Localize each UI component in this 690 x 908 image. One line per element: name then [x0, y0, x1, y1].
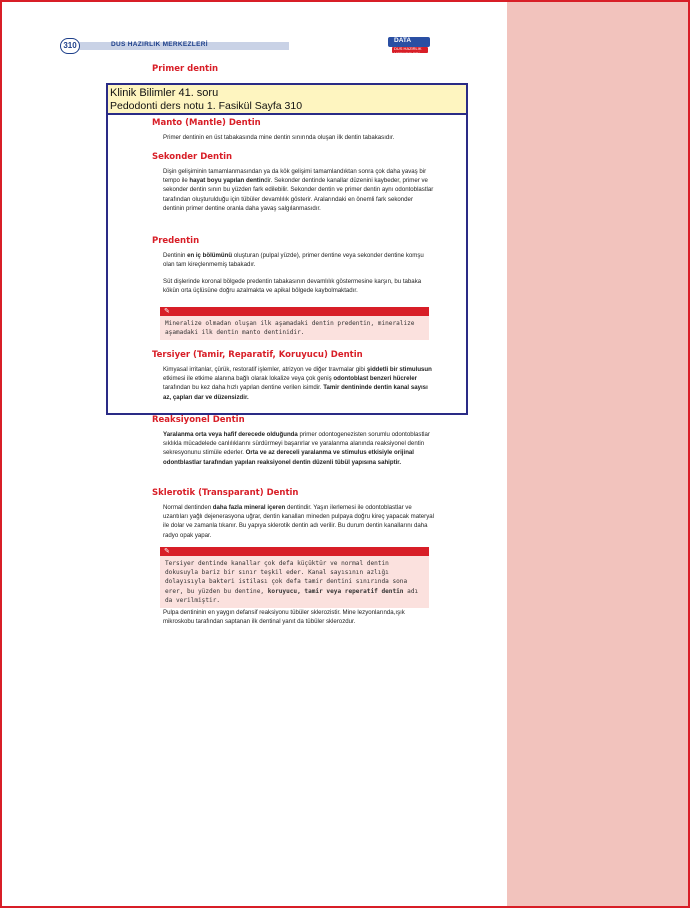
publisher-logo: [388, 37, 430, 55]
predentin-text: Dentinin en iç bölümünü oluşturan (pulpal yüzde), primer dentine veya sekonder dentine komşu olan tam kireçlenmemiş tabakadır.: [163, 252, 424, 269]
pencil-icon: ✎: [164, 548, 170, 555]
header-bar: [77, 42, 289, 50]
heading-sklerotik: Sklerotik (Transparant) Dentin: [152, 488, 299, 498]
sklerotik-text-2: Pulpa dentininin en yaygın defansif reaksiyonu tübüler sklerozistir. Mine lezyonlarında,ışık mikroskobu tarafından saptanan ilk dentinal yanıt da tübüler sklerozdur.: [163, 609, 405, 626]
sklerotik-text: Normal dentinden daha fazla mineral içeren dentindir. Yaşın ilerlemesi ile odontoblastlar ve uzantıları yağlı dejenerasyona uğrar, dentin kanalları mineden pulpaya doğru kireç yapacak materyal ile dolar ve zamanla tıkanır. Bu yapıya sklerotik dentin adı verilir. Bu durum dentin kanallarını daha radyo opak yapar.: [163, 504, 434, 539]
callout-sklerotik-text: Tersiyer dentinde kanallar çok defa küçüktür ve normal dentin dokusuyla bariz bir sınır teşkil eder. Kanal sayısının azlığı dolayısıyla bakteri istilası çok defa tamir dentini sınırında sona erer, bu yüzden bu dentine, koruyucu, tamir veya reperatif dentin adı da verilmiştir.: [160, 556, 429, 608]
callout-sklerotik: [160, 547, 429, 608]
pencil-icon: ✎: [164, 308, 170, 315]
logo-text: DATA: [394, 37, 412, 44]
header-title: DUS HAZIRLIK MERKEZLERİ: [111, 41, 208, 48]
note-line-2: Pedodonti ders notu 1. Fasikül Sayfa 310: [110, 100, 303, 112]
side-panel: [507, 2, 688, 906]
heading-predentin: Predentin: [152, 236, 200, 246]
heading-tersiyer: Tersiyer (Tamir, Reparatif, Koruyucu) Dentin: [152, 350, 363, 360]
callout-predentin: [160, 307, 429, 340]
heading-primer: Primer dentin: [152, 64, 219, 74]
predentin-text-2: Süt dişlerinde koronal bölgede predentin tabakasının devamlılık göstermesine karşın, bu tabaka kökün orta üçlüsüne doğru azalmakta ve apikal bölgede kaybolmaktadır.: [163, 278, 422, 295]
tersiyer-text: Kimyasal irritanlar, çürük, restoratif işlemler, atrizyon ve diğer travmalar gibi şiddetli bir stimulusun etkimesi ile etkime alanına bağlı olarak lokalize veya çok geniş odontoblast benzeri hücreler tarafından bu kez daha hızlı yapılan dentine verilen isimdir. Tamir dentininde dentin kanal sayısı az, çapları dar ve düzensizdir.: [163, 366, 432, 401]
reaksiyonel-text: Yaralanma orta veya hafif derecede olduğunda primer odontogenezisten sorumlu odontoblastlar sıklıkla mücadelede canlılıklarını sürdürmeyi başarırlar ve yaralanma alanında reaksiyonel dentin sekresyonunu stimüle ederler. Orta ve az dereceli yaralanma ve stimulus etkisiyle orijinal odontblastlar tarafından yapılan reaksiyonel dentin düzenli tübül yapısına sahiptir.: [163, 431, 430, 466]
logo-subtext: DUS HAZIRLIK MERKEZLERİ: [394, 46, 422, 56]
note-line-1: Klinik Bilimler 41. soru: [110, 87, 219, 99]
page-header: [60, 38, 430, 52]
heading-sekonder: Sekonder Dentin: [152, 152, 233, 162]
annotation-note: [106, 83, 468, 115]
callout-predentin-text: Mineralize olmadan oluşan ilk aşamadaki dentin predentin, mineralize aşamadaki ilk dentin manto dentinidir.: [160, 316, 429, 340]
heading-reaksiyonel: Reaksiyonel Dentin: [152, 415, 245, 425]
page-number: 310: [60, 38, 80, 54]
sekonder-text: Dişin gelişiminin tamamlanmasından ya da kök gelişimi tamamlandıktan sonra çok daha yavaş bir tempo ile hayat boyu yapılan dentindir. Sekonder dentinde kanallar düzenini kaybeder, primer ve sekonder dentin sınırı bu yüzden fark edilebilir. Sekonder dentin ve primer dentin aynı odontoblastlar tarafından oluşturulduğu için tübüler devamlılık gösterir. Aralarındaki en önemli fark sekonder dentinin primer dentine oranla daha yavaş salgılanmasıdır.: [163, 168, 434, 212]
manto-text: Primer dentinin en üst tabakasında mine dentin sınırında oluşan ilk dentin tabakasıdır.: [163, 134, 395, 141]
heading-manto: Manto (Mantle) Dentin: [152, 118, 261, 128]
